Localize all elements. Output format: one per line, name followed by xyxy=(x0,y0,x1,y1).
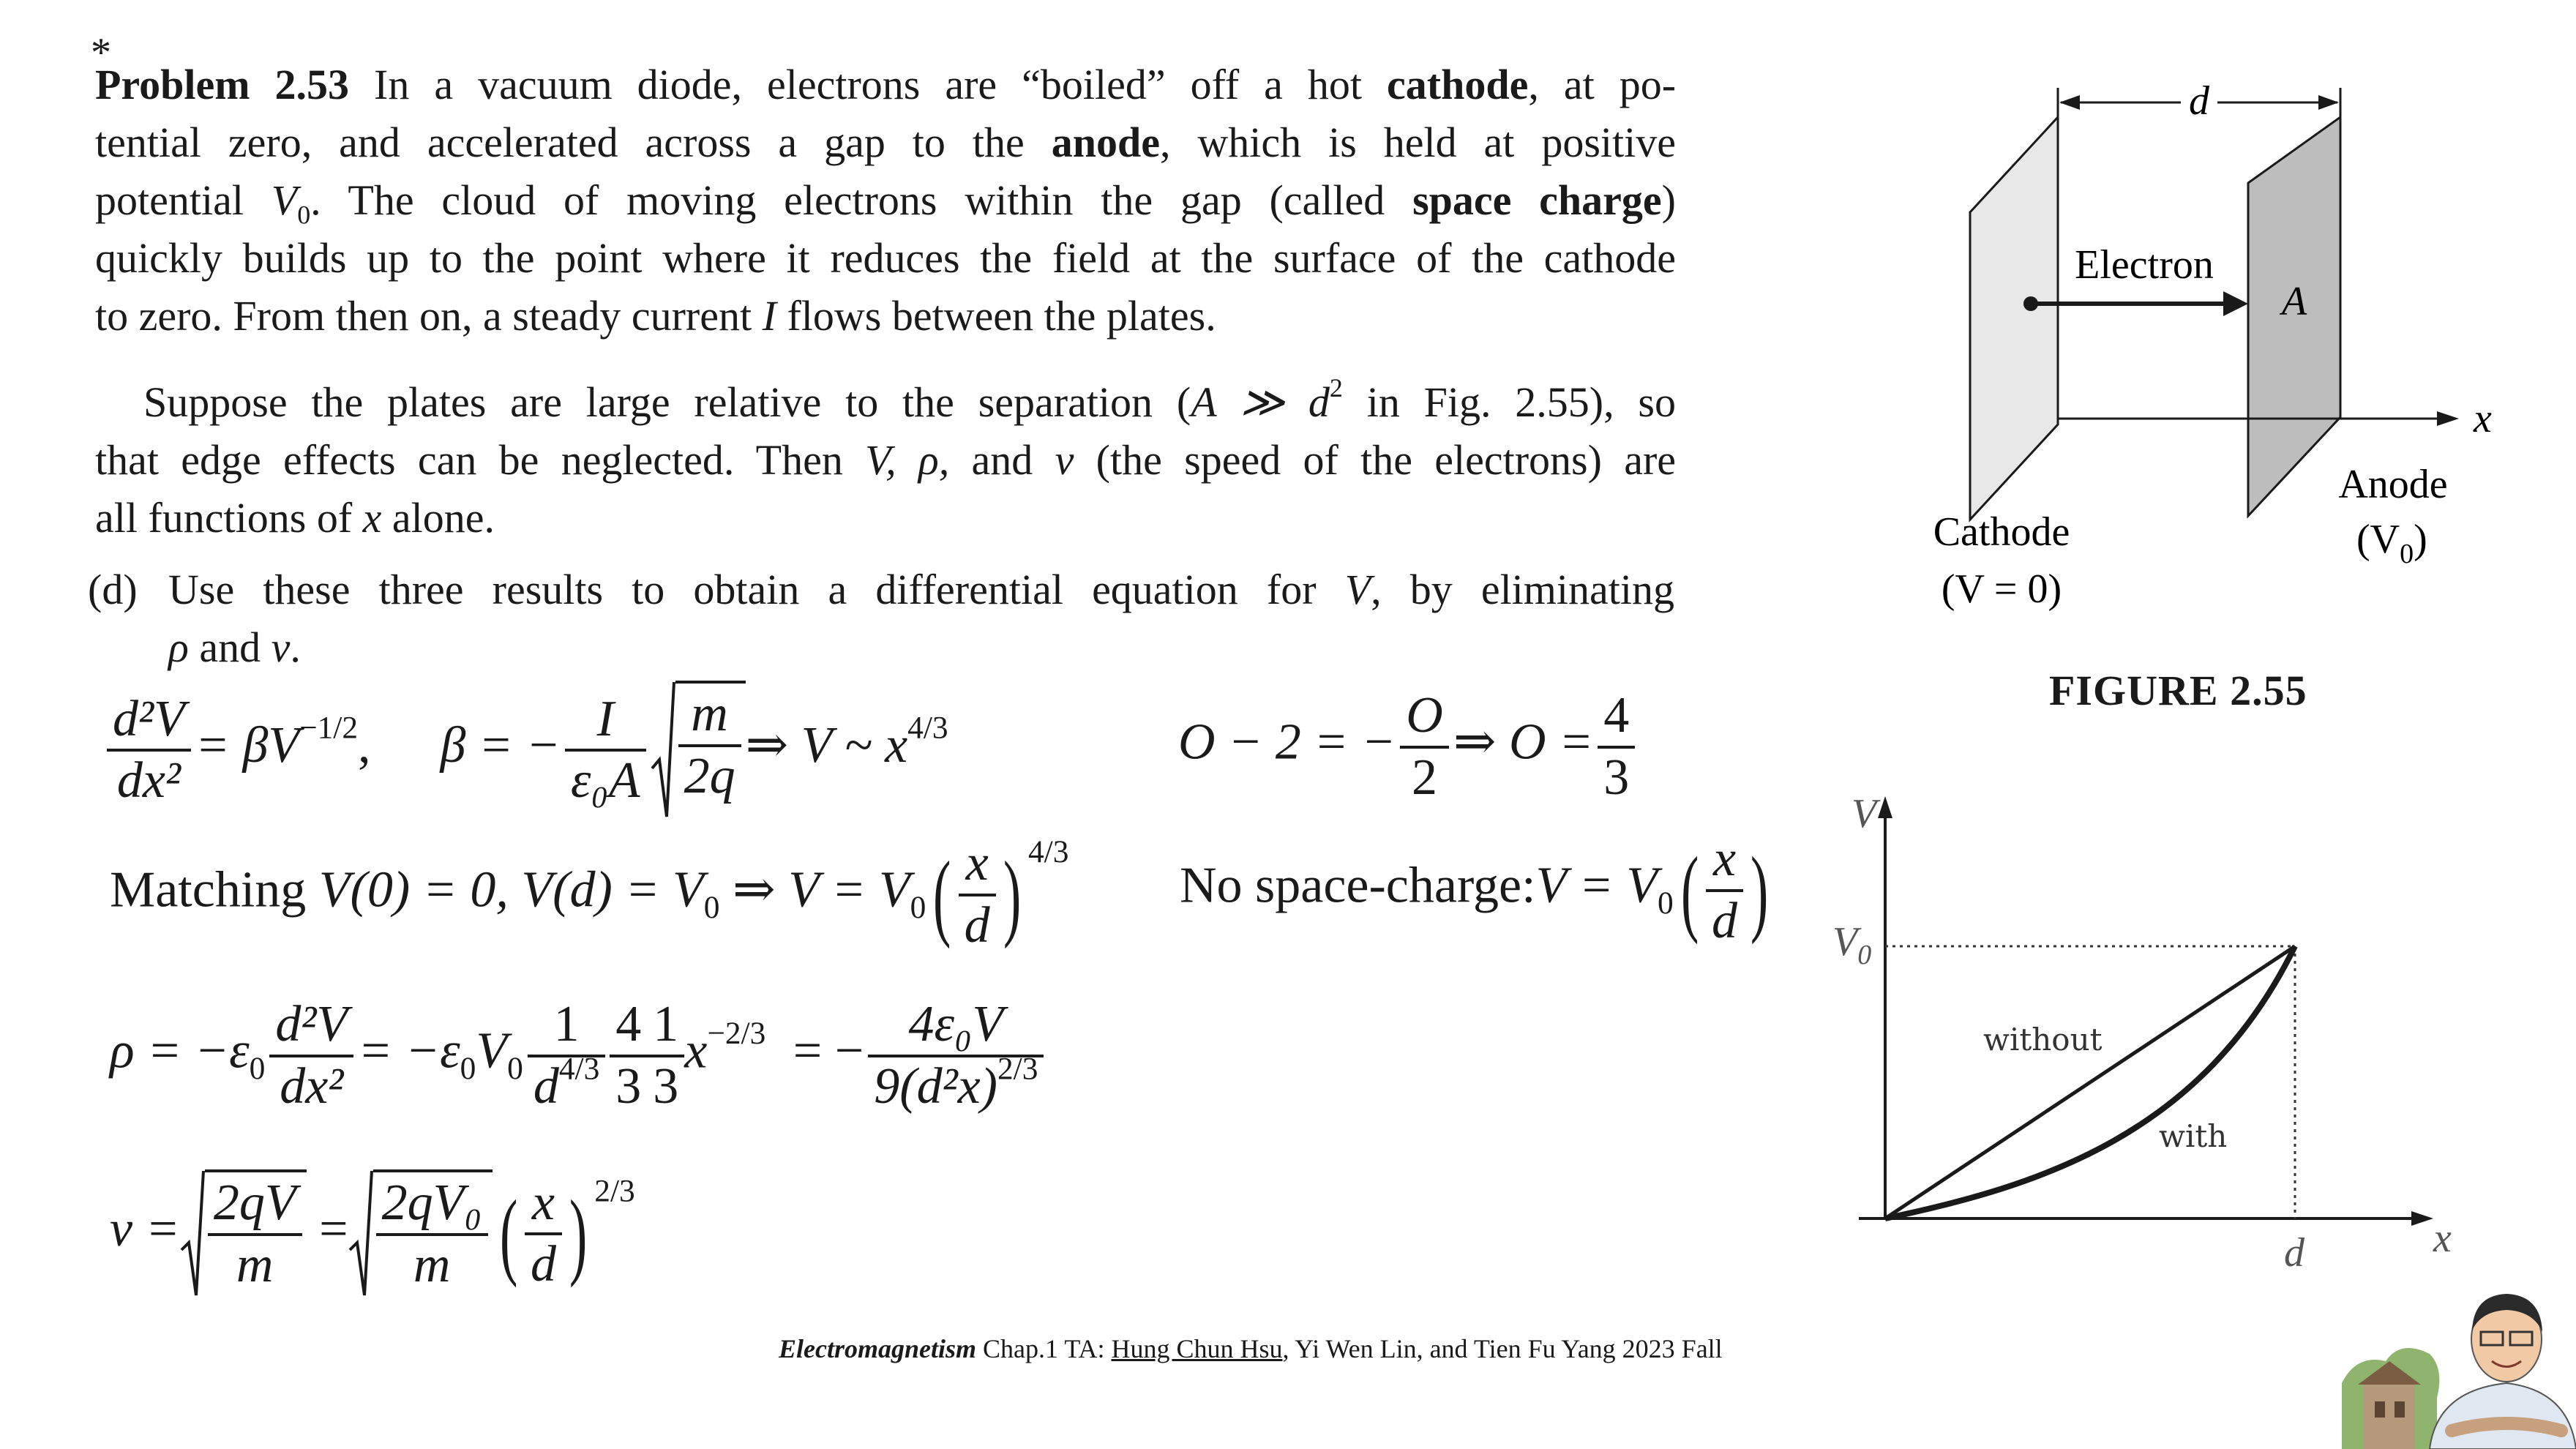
denominator: d xyxy=(964,896,990,954)
with-label: with xyxy=(2159,1118,2228,1154)
numerator: x xyxy=(1706,830,1743,892)
radicand xyxy=(205,1169,307,1298)
text: to zero. From then on, a steady current xyxy=(95,292,752,340)
math-sub: 0 xyxy=(297,200,311,230)
text: and xyxy=(971,436,1033,484)
numerator: 1 xyxy=(647,995,684,1057)
exponent: 4/3 xyxy=(558,1050,600,1086)
math: = xyxy=(319,1201,348,1258)
part-d-label: (d) xyxy=(88,566,138,613)
term-anode: anode xyxy=(1051,119,1160,166)
cathode-label: Cathode xyxy=(1933,509,2070,555)
math: O − 2 = − xyxy=(1178,714,1396,771)
subscript: 0 xyxy=(703,889,720,925)
math: = βV xyxy=(195,717,300,774)
building-window xyxy=(2395,1401,2405,1418)
math: v xyxy=(271,624,291,671)
equation-3: Matching V(0) = 0, $V(d) = V_0$ ⇒ $V = V_0$( $\frac{x}{d}$ ) $^{4/3}$ xyxy=(110,834,1068,955)
denominator: 2q xyxy=(684,747,735,804)
math: V = V xyxy=(1535,857,1658,914)
numerator: 2qV₀ xyxy=(376,1174,488,1236)
avatar-body xyxy=(2430,1383,2576,1449)
d-arrowhead-right xyxy=(2318,95,2339,110)
subscript: 0 xyxy=(910,889,926,925)
subscript: 0 xyxy=(249,1050,266,1086)
denominator: 3 xyxy=(653,1057,679,1115)
math: β = − xyxy=(440,717,561,774)
problem-paragraph-1 xyxy=(95,56,1676,345)
math: A ≫ d xyxy=(1191,378,1330,426)
math: V, ρ, xyxy=(865,436,950,484)
subscript: 0 xyxy=(1658,885,1674,921)
text: . The cloud of moving electrons within the gap (called xyxy=(310,176,1385,224)
math: v xyxy=(1055,436,1074,484)
fraction xyxy=(610,995,647,1116)
fraction xyxy=(647,995,684,1116)
math: V xyxy=(476,1022,508,1079)
math: = − xyxy=(793,1022,864,1079)
electron-arrowhead xyxy=(2223,291,2248,316)
problem-label: Problem 2.53 xyxy=(95,61,350,108)
numerator: 2qV xyxy=(208,1174,302,1236)
anode-label: Anode xyxy=(2338,462,2448,507)
math-sup: 2 xyxy=(1329,373,1343,403)
math: d xyxy=(533,1057,559,1115)
paragraph-line xyxy=(95,373,1676,431)
equation-4: No space-charge:V = $V_0$( $\frac{x}{d}$ ) xyxy=(1180,830,1775,951)
v-axis-arrowhead xyxy=(1878,796,1892,818)
numerator: 4 xyxy=(610,995,647,1057)
d-label: d xyxy=(2284,1230,2304,1276)
figure-caption: FIGURE 2.55 xyxy=(2049,667,2307,714)
exponent: 4/3 xyxy=(1027,834,1069,869)
numerator: 1 xyxy=(528,995,605,1057)
text: potential xyxy=(95,176,244,224)
footer-ta-name: Hung Chun Hsu xyxy=(1111,1334,1283,1363)
problem-paragraph-2 xyxy=(95,373,1676,547)
math: x xyxy=(362,494,382,542)
fraction xyxy=(1400,686,1449,807)
numerator: 4ε₀V xyxy=(868,995,1044,1057)
equation-2 xyxy=(1178,686,1639,807)
v0-label: $V_0$ xyxy=(1832,919,1872,970)
fraction xyxy=(565,690,646,811)
exponent: 2/3 xyxy=(997,1050,1038,1086)
denominator: d xyxy=(530,1236,556,1292)
text: No space-charge: xyxy=(1180,857,1536,914)
x-axis-label: x xyxy=(2474,396,2492,441)
fraction xyxy=(269,995,353,1116)
paragraph-line xyxy=(95,431,1676,489)
math-v: V xyxy=(271,176,298,224)
fraction xyxy=(528,995,605,1116)
without-label: without xyxy=(1983,1022,2103,1057)
text: , which is held at positive xyxy=(1159,119,1676,166)
math: 9(d²x) xyxy=(874,1057,997,1115)
equation-6: v = $\frac{2qV}{m}$ = $\frac{\text{2qV₀}}{m}$ ( $\frac{x}{d}$ ) $^{2/3}$ xyxy=(110,1169,635,1298)
numerator: I xyxy=(565,690,646,752)
anode-area-label: A xyxy=(2281,279,2307,324)
problem-star: * xyxy=(91,30,111,75)
numerator: 4 xyxy=(1598,686,1635,749)
fraction xyxy=(868,995,1044,1116)
fraction xyxy=(1706,830,1743,951)
math-i: I xyxy=(762,292,776,340)
exponent: 4/3 xyxy=(907,710,948,746)
text: , at po- xyxy=(1528,61,1677,108)
text: flows between the plates. xyxy=(787,292,1216,340)
math: = −ε xyxy=(358,1022,460,1079)
denominator: 2 xyxy=(1412,749,1438,806)
square-root xyxy=(651,681,746,820)
term-cathode: cathode xyxy=(1387,61,1529,108)
radicand xyxy=(675,681,746,820)
footer-book-title: Electromagnetism xyxy=(779,1334,976,1363)
text: alone. xyxy=(392,494,495,542)
footer-chapter: Chap.1 TA: xyxy=(976,1334,1112,1363)
denominator: m xyxy=(413,1236,451,1293)
radical-sign xyxy=(651,681,675,820)
paragraph-line xyxy=(168,618,1674,676)
numerator: d²V xyxy=(269,995,353,1057)
ta-avatar-illustration xyxy=(2342,1273,2576,1449)
text: (the speed of the electrons) are xyxy=(1096,436,1677,484)
fraction xyxy=(1598,686,1635,807)
math: V(0) = 0, V(d) = V xyxy=(318,861,704,918)
denominator: dx² xyxy=(116,752,181,809)
d-label: d xyxy=(2189,78,2209,124)
exponent: −2/3 xyxy=(707,1016,766,1052)
radical-sign xyxy=(348,1169,373,1298)
paragraph-line xyxy=(95,287,1676,345)
math: ρ xyxy=(168,624,189,671)
fraction xyxy=(525,1174,562,1295)
text: ) xyxy=(1661,176,1676,224)
radicand xyxy=(373,1169,493,1298)
x-axis-arrowhead xyxy=(2411,1211,2433,1226)
denominator: dx² xyxy=(280,1057,344,1115)
v-axis-label: V xyxy=(1852,791,1877,836)
footer xyxy=(779,1333,1723,1364)
avatar-arms xyxy=(2452,1423,2561,1431)
denominator: ε₀A xyxy=(570,752,640,809)
denominator: 3 xyxy=(615,1057,642,1115)
x-axis-label: x xyxy=(2433,1216,2452,1261)
denominator xyxy=(868,1050,1044,1117)
denominator xyxy=(528,1050,605,1117)
math: v = xyxy=(110,1201,180,1258)
math: ⇒ V = V xyxy=(732,861,910,918)
cathode-plate xyxy=(1970,117,2058,520)
subscript: 0 xyxy=(460,1050,476,1086)
text: In a vacuum diode, electrons are “boiled” off a hot xyxy=(374,61,1363,108)
part-d-text xyxy=(168,561,1674,676)
denominator: d xyxy=(1712,892,1738,949)
radical-sign xyxy=(180,1169,205,1298)
text: , by eliminating xyxy=(1371,566,1674,613)
comma: , xyxy=(358,717,371,774)
text: that edge effects can be neglected. Then xyxy=(95,436,843,484)
subscript: 0 xyxy=(507,1050,523,1086)
text: Suppose the plates are large relative to the separation ( xyxy=(143,378,1191,426)
text: Matching xyxy=(110,861,307,918)
paragraph-line xyxy=(95,229,1676,287)
fraction xyxy=(678,685,741,806)
x-axis-arrowhead xyxy=(2437,411,2459,426)
math: ρ = −ε xyxy=(110,1022,250,1079)
building-icon xyxy=(2364,1383,2415,1449)
equation-5 xyxy=(110,995,1048,1116)
denominator: 3 xyxy=(1603,749,1630,806)
equation-1 xyxy=(102,681,948,820)
paragraph-line xyxy=(95,171,1676,229)
figure-2-55-diagram xyxy=(1888,66,2492,622)
fraction xyxy=(376,1174,488,1295)
d-arrowhead-left xyxy=(2059,95,2080,110)
numerator: O xyxy=(1400,686,1449,749)
anode-potential: $(V_0)$ xyxy=(2356,517,2427,569)
math: ⇒ V ~ x xyxy=(745,717,908,774)
text: Use these three results to obtain a differential equation for xyxy=(168,566,1317,613)
building-window xyxy=(2375,1401,2385,1418)
electron-label: Electron xyxy=(2075,242,2214,288)
paragraph-line xyxy=(168,561,1674,618)
text: in Fig. 2.55), so xyxy=(1342,378,1676,426)
without-curve xyxy=(1885,946,2295,1218)
exponent: −1/2 xyxy=(299,710,359,746)
numerator: x xyxy=(525,1174,562,1236)
numerator: m xyxy=(678,685,741,747)
math: V xyxy=(1344,566,1371,613)
fraction xyxy=(107,690,191,811)
text: all functions of xyxy=(95,494,353,542)
potential-graph xyxy=(1822,790,2481,1288)
math: x xyxy=(684,1022,708,1079)
text: and xyxy=(199,624,261,671)
paragraph-line xyxy=(95,113,1676,171)
paragraph-line xyxy=(95,489,1676,547)
text: quickly builds up to the point where it reduces the field at the surface of the cathode xyxy=(95,234,1676,282)
numerator: d²V xyxy=(107,690,191,752)
text: . xyxy=(290,624,301,671)
text: tential zero, and accelerated across a gap to the xyxy=(95,119,1025,166)
numerator: x xyxy=(959,834,996,896)
fraction xyxy=(208,1174,302,1295)
square-root xyxy=(180,1169,307,1298)
term-space-charge: space charge xyxy=(1412,176,1662,224)
paragraph-line xyxy=(95,56,1676,113)
math: ⇒ O = xyxy=(1453,714,1594,771)
square-root xyxy=(348,1169,493,1298)
denominator: m xyxy=(236,1236,274,1293)
fraction xyxy=(959,834,996,955)
cathode-potential: (V = 0) xyxy=(1941,566,2062,612)
footer-ta-rest: , Yi Wen Lin, and Tien Fu Yang 2023 Fall xyxy=(1282,1334,1723,1363)
exponent: 2/3 xyxy=(594,1173,635,1209)
